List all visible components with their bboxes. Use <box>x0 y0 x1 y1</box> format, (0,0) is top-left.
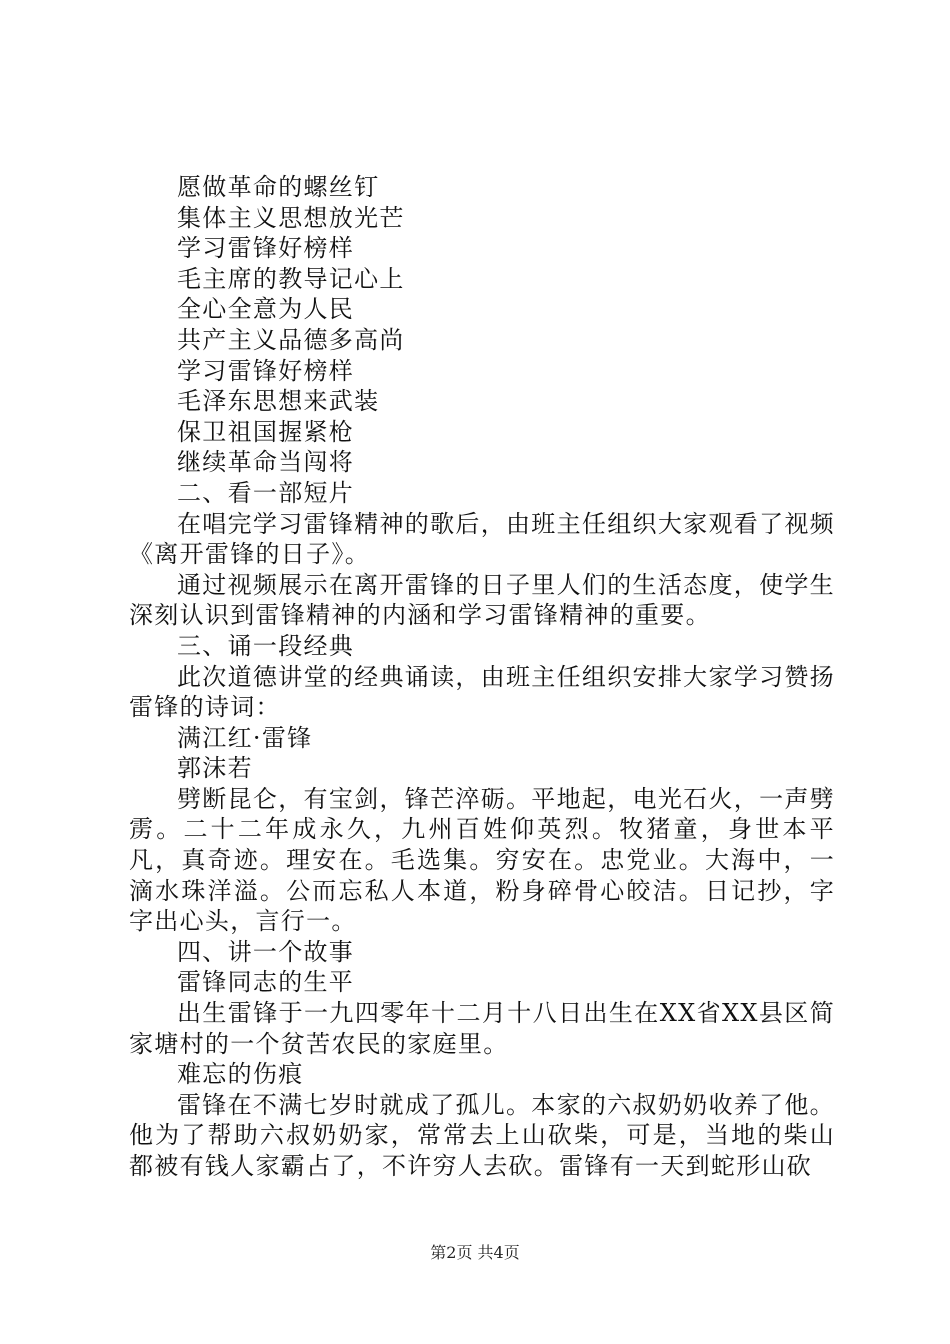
paragraph-video-intro: 在唱完学习雷锋精神的歌后，由班主任组织大家观看了视频《离开雷锋的日子》。 <box>129 509 835 569</box>
section-heading-3: 三、诵一段经典 <box>177 631 355 660</box>
song-line: 共产主义品德多高尚 <box>177 325 405 354</box>
page-footer: 第2页 共4页 <box>430 1243 520 1262</box>
paragraph-orphan: 雷锋在不满七岁时就成了孤儿。本家的六叔奶奶收养了他。他为了帮助六叔奶奶家，常常去上山砍柴，可是，当地的柴山都被有钱人家霸占了，不许穷人去砍。雷锋有一天到蛇形山砍 <box>129 1090 835 1180</box>
song-line: 全心全意为人民 <box>177 295 355 324</box>
document-body <box>129 172 835 1182</box>
subheading-scar: 难忘的伤痕 <box>177 1060 304 1089</box>
poem-author: 郭沫若 <box>177 754 253 783</box>
poem-title: 满江红·雷锋 <box>177 723 313 752</box>
paragraph-video-purpose: 通过视频展示在离开雷锋的日子里人们的生活态度，使学生深刻认识到雷锋精神的内涵和学习雷锋精神的重要。 <box>129 570 835 630</box>
song-line: 学习雷锋好榜样 <box>177 356 355 385</box>
song-line: 愿做革命的螺丝钉 <box>177 173 380 201</box>
paragraph-birth: 出生雷锋于一九四零年十二月十八日出生在XX省XX县区简家塘村的一个贫苦农民的家庭里。 <box>129 999 835 1058</box>
song-line: 学习雷锋好榜样 <box>177 234 355 263</box>
song-line: 毛泽东思想来武装 <box>177 387 380 416</box>
song-line: 集体主义思想放光芒 <box>177 203 405 232</box>
song-line: 毛主席的教导记心上 <box>177 264 405 293</box>
paragraph-recitation-intro: 此次道德讲堂的经典诵读，由班主任组织安排大家学习赞扬雷锋的诗词： <box>129 662 835 722</box>
song-line: 保卫祖国握紧枪 <box>177 417 355 446</box>
section-heading-4: 四、讲一个故事 <box>177 937 355 966</box>
section-heading-2: 二、看一部短片 <box>177 478 355 507</box>
poem-text: 劈断昆仑，有宝剑，锋芒淬砺。平地起，电光石火，一声劈雳。二十二年成永久，九州百姓仰英烈。牧猪童，身世本平凡，真奇迹。理安在。毛选集。穷安在。忠党业。大海中，一滴水珠洋溢。公而忘私人本道，粉身碎骨心皎洁。日记抄，字字出心头，言行一。 <box>129 784 835 936</box>
song-line: 继续革命当闯将 <box>177 448 355 477</box>
subheading-life: 雷锋同志的生平 <box>177 968 355 997</box>
